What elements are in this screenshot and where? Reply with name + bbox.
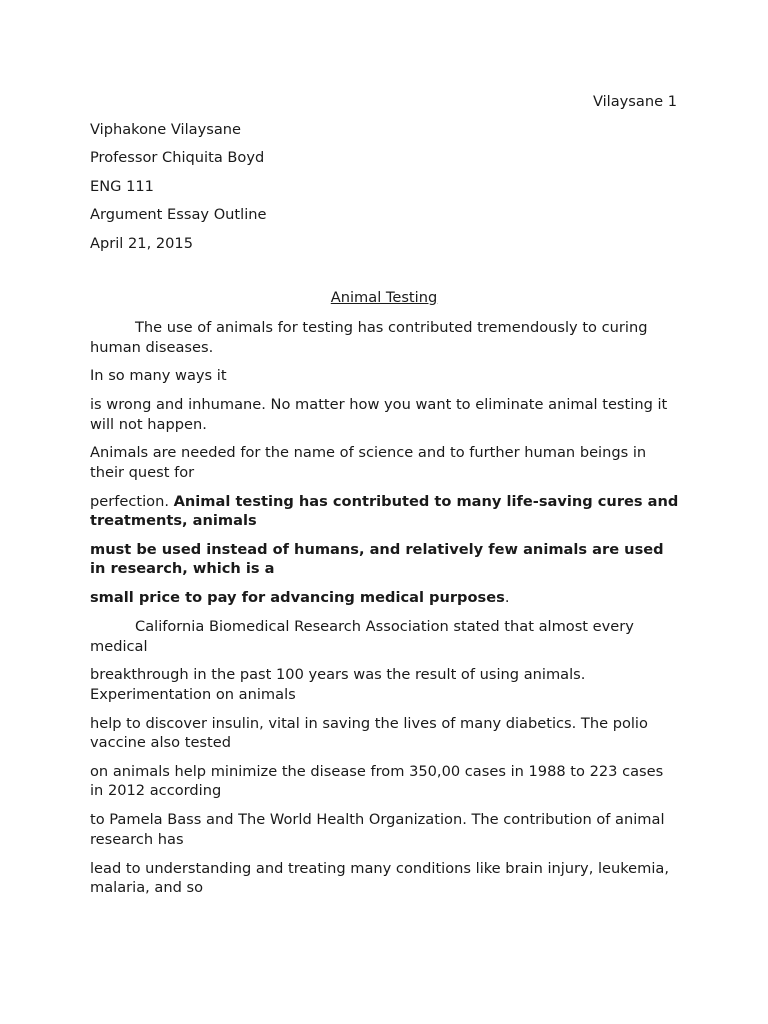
mla-heading <box>90 120 690 262</box>
document-date: April 21, 2015 <box>90 234 193 252</box>
body-paragraph <box>90 492 680 531</box>
assignment-name: Argument Essay Outline <box>90 206 267 224</box>
body-paragraph: The use of animals for testing has contributed tremendously to curing human diseases. <box>90 319 648 356</box>
body-paragraph: California Biomedical Research Association stated that almost every medical <box>90 618 634 655</box>
instructor-name: Professor Chiquita Boyd <box>90 149 265 167</box>
thesis-paragraph: must be used instead of humans, and relatively few animals are used in research, which is a <box>90 540 664 578</box>
body-text: perfection. <box>90 492 174 510</box>
course-name: ENG 111 <box>90 177 154 195</box>
body-paragraph: is wrong and inhumane. No matter how you want to eliminate animal testing it will not happen. <box>90 396 668 433</box>
body-paragraph: Animals are needed for the name of science and to further human beings in their quest for <box>90 444 647 481</box>
body-paragraph: help to discover insulin, vital in saving the lives of many diabetics. The polio vaccine also tested <box>90 714 648 752</box>
essay-title: Animal Testing <box>330 289 438 306</box>
thesis-text: Animal testing has contributed to many life-saving cures and treatments, animals <box>90 492 679 530</box>
body-paragraph: to Pamela Bass and The World Health Organization. The contribution of animal research has <box>90 811 665 848</box>
body-paragraph: lead to understanding and treating many conditions like brain injury, leukemia, malaria, and so <box>90 859 670 897</box>
author-name: Viphakone Vilaysane <box>90 121 242 138</box>
body-text: . <box>504 589 510 607</box>
essay-body <box>90 318 680 907</box>
body-paragraph: on animals help minimize the disease from 350,00 cases in 1988 to 223 cases in 2012 according <box>90 762 664 800</box>
body-paragraph: breakthrough in the past 100 years was the result of using animals. Experimentation on animals <box>90 666 586 703</box>
body-paragraph <box>90 588 680 608</box>
body-paragraph: In so many ways it <box>90 367 227 385</box>
running-head: Vilaysane 1 <box>592 93 677 110</box>
thesis-text: small price to pay for advancing medical purposes <box>90 589 505 607</box>
